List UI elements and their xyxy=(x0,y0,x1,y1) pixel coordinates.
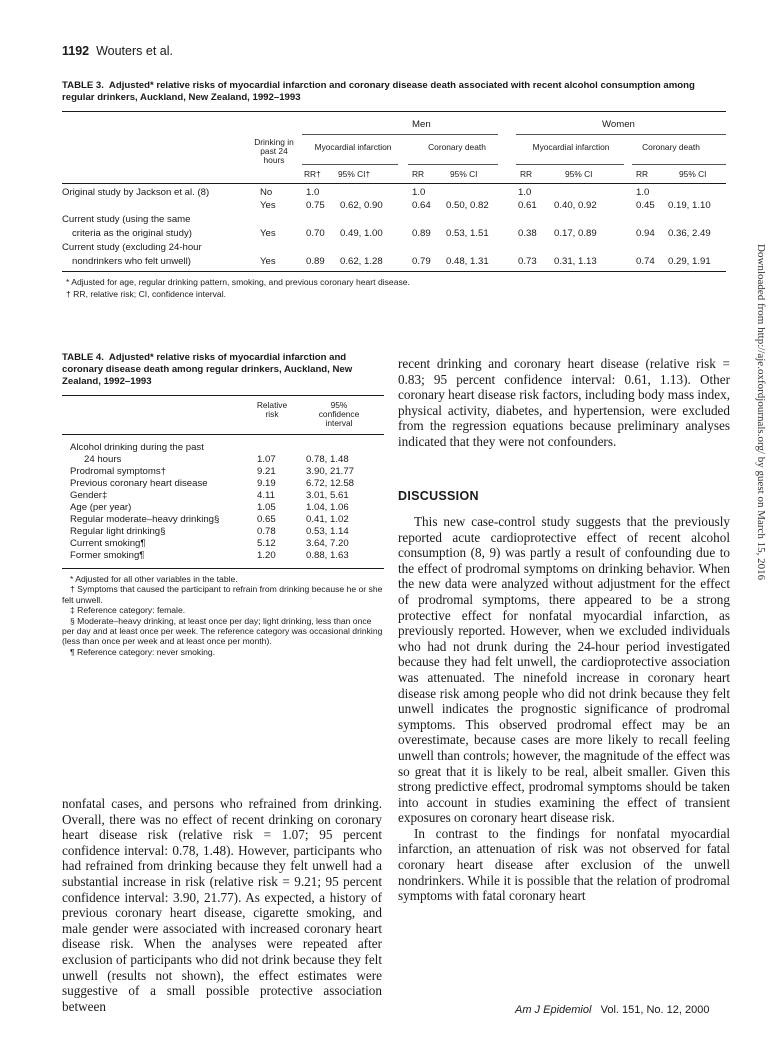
table3-men-rule xyxy=(302,134,498,135)
table3-cell: 0.61 xyxy=(518,200,537,211)
table3-caption xyxy=(62,80,722,104)
table4-footnote: § Moderate–heavy drinking, at least once per day; light drinking, less than once per day and at least once per week. The reference category was occasional drinking (less than once per week and at least once per month). xyxy=(62,615,383,647)
table3-cell: 0.79 xyxy=(412,256,431,267)
download-note-text: Downloaded from http://aje.oxfordjournals.org/ by guest on March 15, 2016 xyxy=(755,244,767,581)
table3-hdr-rr-cd-women: RR xyxy=(636,169,649,179)
table3-cell: 0.50, 0.82 xyxy=(446,200,489,211)
table3-cell: 0.94 xyxy=(636,228,655,239)
table4-col-rr: Relative risk xyxy=(256,400,288,419)
table4-row-label: 24 hours xyxy=(84,454,122,465)
table3-cell: 0.73 xyxy=(518,256,537,267)
table3-cell: 0.53, 1.51 xyxy=(446,228,489,239)
table3-cell: 0.38 xyxy=(518,228,537,239)
table4-cell-rr: 1.20 xyxy=(257,550,276,561)
table4-footnote: ¶ Reference category: never smoking. xyxy=(70,646,216,657)
table4-row-label: Gender‡ xyxy=(70,490,108,501)
table4-footnotes xyxy=(62,574,384,657)
table3-cell: 0.29, 1.91 xyxy=(668,256,711,267)
table3-cell: 1.0 xyxy=(518,187,532,198)
table4-title: Adjusted* relative risks of myocardial infarction and coronary disease death among regular drinkers, Auckland, New Zealand, 1992–1993 xyxy=(62,352,353,387)
right-column-text-top xyxy=(398,356,730,450)
right-paragraph-1: recent drinking and coronary heart disease (relative risk = 0.83; 95 percent confidence interval: 0.61, 1.13). Other coronary heart disease risk factors, including body mass index, physical activity, diabetes, and hypertension, were excluded from the regression equations because preliminary analyses indicated that they were not confounders. xyxy=(398,356,730,449)
table3-row-drink: Yes xyxy=(260,200,276,211)
table3-hdr-rr-cd-men: RR xyxy=(412,169,425,179)
table3-cell: 0.89 xyxy=(412,228,431,239)
right-paragraph-2: This new case-control study suggests that the previously reported acute cardioprotective effect of recent alcohol consumption (8, 9) was partly a result of confounding due to the effect of prodromal symptoms on drinking behavior. When the new data were analyzed without adjustment for the effect of prodromal symptoms, there appeared to be a strong protective effect for nonfatal myocardial infarction, as previously reported. However, when we excluded individuals who had not drunk during the 24-hour period investigated because they had felt unwell, the cardioprotective association was attenuated. The ninefold increase in coronary heart disease risk among people who did not drink because they felt unwell indicates the prognostic significance of prodromal symptoms. This observed prodromal effect may be an overestimate, because cases are more likely to recall feeling unwell than controls; however, the magnitude of the effect was so great that it is likely to be real, albeit smaller. Given this strong predictive effect, prodromal symptoms should be taken into account in studies examining the effect of transient exposures on coronary heart disease risk. xyxy=(398,514,730,826)
table4-cell-rr: 0.65 xyxy=(257,514,276,525)
table3-hdr-rr-mi-men: RR† xyxy=(304,169,321,179)
table3-cell: 0.70 xyxy=(306,228,325,239)
table3-bottom-rule xyxy=(62,271,726,272)
right-column-text xyxy=(398,514,730,904)
table3-row-label: Current study (excluding 24-hour xyxy=(62,242,202,253)
table4-cell-rr: 9.19 xyxy=(257,478,276,489)
table3-row-label: Current study (using the same xyxy=(62,214,191,225)
table3-cell: 0.40, 0.92 xyxy=(554,200,597,211)
table3-row-label: Original study by Jackson et al. (8) xyxy=(62,187,210,198)
table4-cell-rr: 5.12 xyxy=(257,538,276,549)
table4-row-label: Current smoking¶ xyxy=(70,538,146,549)
table3-row-drink: No xyxy=(260,187,273,198)
journal-name: Am J Epidemiol xyxy=(515,1004,592,1016)
table4-cell-rr: 4.11 xyxy=(257,490,275,501)
table3-hdr-ci-mi-men: 95% CI† xyxy=(338,169,371,179)
table4-row-label: Prodromal symptoms† xyxy=(70,466,166,477)
journal-volume: Vol. 151, No. 12, 2000 xyxy=(600,1004,710,1016)
table4-cell-ci: 3.01, 5.61 xyxy=(306,490,349,501)
table4-row-label: Regular light drinking§ xyxy=(70,526,166,537)
table3-cell: 0.75 xyxy=(306,200,325,211)
table4-footnote: ‡ Reference category: female. xyxy=(70,605,186,616)
section-heading-discussion: DISCUSSION xyxy=(398,489,479,503)
table3-sub-cd-women: Coronary death xyxy=(642,142,700,152)
table4-col-ci: 95% confidence interval xyxy=(318,400,360,428)
table4-cell-rr: 1.05 xyxy=(257,502,276,513)
right-paragraph-3: In contrast to the findings for nonfatal myocardial infarction, an attenuation of risk was not observed for fatal coronary heart disease after exclusion of the unwell nondrinkers. While it is possible that the relation of prodromal symptoms with fatal coronary heart xyxy=(398,825,730,904)
table3-cell: 0.36, 2.49 xyxy=(668,228,711,239)
table3-cell: 0.17, 0.89 xyxy=(554,228,597,239)
table3-cell: 1.0 xyxy=(412,187,426,198)
table4-bottom-rule xyxy=(62,568,384,569)
table3-sub-cd-men: Coronary death xyxy=(428,142,486,152)
page-footer xyxy=(515,1004,709,1016)
table3-hdr-ci-mi-women: 95% CI xyxy=(565,169,593,179)
table3-footnote: * Adjusted for age, regular drinking pattern, smoking, and previous coronary heart disease. xyxy=(66,277,410,287)
left-column-text xyxy=(62,796,382,1014)
table3-footnote: † RR, relative risk; CI, confidence interval. xyxy=(66,289,226,299)
table3-label: TABLE 3. xyxy=(62,80,104,91)
table4-label: TABLE 4. xyxy=(62,352,104,363)
table4-cell-rr: 1.07 xyxy=(257,454,276,465)
table4-cell-rr: 9.21 xyxy=(257,466,276,477)
table3-sub-rule-2 xyxy=(408,164,498,165)
page-number: 1192 xyxy=(62,44,90,58)
table4-caption xyxy=(62,352,380,388)
table3-cell: 0.19, 1.10 xyxy=(668,200,711,211)
table4-cell-ci: 1.04, 1.06 xyxy=(306,502,349,513)
table3-cell: 1.0 xyxy=(306,187,320,198)
table4-footnote: * Adjusted for all other variables in the table. xyxy=(70,574,238,584)
table4-row-label: Alcohol drinking during the past xyxy=(70,442,204,453)
table3-cell: 0.74 xyxy=(636,256,655,267)
table3-sub-mi-men: Myocardial infarction xyxy=(314,142,392,152)
table4-cell-ci: 3.90, 21.77 xyxy=(306,466,355,477)
table3-cell: 1.0 xyxy=(636,187,650,198)
table4-cell-ci: 0.88, 1.63 xyxy=(306,550,349,561)
table4-row-label: Age (per year) xyxy=(70,502,132,513)
table3-cell: 0.62, 1.28 xyxy=(340,256,383,267)
table4-cell-ci: 6.72, 12.58 xyxy=(306,478,355,489)
table3-title: Adjusted* relative risks of myocardial infarction and coronary disease death associated with recent alcohol consumption among regular drinkers, Auckland, New Zealand, 1992–1993 xyxy=(62,80,695,103)
table3-group-men: Men xyxy=(412,119,431,130)
left-paragraph: nonfatal cases, and persons who refrained from drinking. Overall, there was no effect of recent drinking on coronary heart disease risk (relative risk = 1.07; 95 percent confidence interval: 0.78, 1.48). However, participants who had refrained from drinking because they felt unwell had a substantial increase in risk (relative risk = 9.21; 95 percent confidence interval: 3.90, 21.77). As expected, a history of previous coronary heart disease, cigarette smoking, and male gender were associated with increased coronary heart disease risk. When the analyses were repeated after exclusion of participants who did not drink because they felt unwell (results not shown), the effect estimates were suggestive of a small possible protective association between xyxy=(62,796,382,1014)
table3-cell: 0.49, 1.00 xyxy=(340,228,383,239)
running-header xyxy=(62,44,173,58)
table4-header-rule xyxy=(62,434,384,435)
table3-sub-rule-1 xyxy=(302,164,398,165)
table3-sub-mi-women: Myocardial infarction xyxy=(532,142,610,152)
table3-hdr-ci-cd-women: 95% CI xyxy=(679,169,707,179)
table3-top-rule xyxy=(62,111,726,112)
download-watermark xyxy=(753,244,769,804)
table4-top-rule xyxy=(62,395,384,396)
table3-cell: 0.64 xyxy=(412,200,431,211)
table3-cell: 0.62, 0.90 xyxy=(340,200,383,211)
table4-row-label: Former smoking¶ xyxy=(70,550,145,561)
running-head: Wouters et al. xyxy=(96,44,173,58)
table3-row-label: nondrinkers who felt unwell) xyxy=(72,256,191,267)
table3-cell: 0.31, 1.13 xyxy=(554,256,597,267)
table3-group-women: Women xyxy=(602,119,635,130)
table3-sub-rule-3 xyxy=(516,164,624,165)
table4-cell-ci: 0.41, 1.02 xyxy=(306,514,349,525)
table4-cell-rr: 0.78 xyxy=(257,526,276,537)
table4-cell-ci: 0.53, 1.14 xyxy=(306,526,349,537)
table4-cell-ci: 0.78, 1.48 xyxy=(306,454,349,465)
table3-cell: 0.89 xyxy=(306,256,325,267)
table3-women-rule xyxy=(516,134,726,135)
table3-hdr-rr-mi-women: RR xyxy=(520,169,533,179)
table3-cell: 0.48, 1.31 xyxy=(446,256,489,267)
table3-row-label: criteria as the original study) xyxy=(72,228,192,239)
table3-row-drink: Yes xyxy=(260,256,276,267)
table4-row-label: Previous coronary heart disease xyxy=(70,478,208,489)
table4-row-label: Regular moderate–heavy drinking§ xyxy=(70,514,220,525)
table3-sub-rule-4 xyxy=(632,164,726,165)
table3-cell: 0.45 xyxy=(636,200,655,211)
table4-footnote: † Symptoms that caused the participant to refrain from drinking because he or she felt unwell. xyxy=(62,584,383,605)
table3-hdr-ci-cd-men: 95% CI xyxy=(450,169,478,179)
table3-col-drinking: Drinking in past 24 hours xyxy=(254,137,294,165)
table4-cell-ci: 3.64, 7.20 xyxy=(306,538,349,549)
table3-header-rule xyxy=(62,183,726,184)
table3-row-drink: Yes xyxy=(260,228,276,239)
